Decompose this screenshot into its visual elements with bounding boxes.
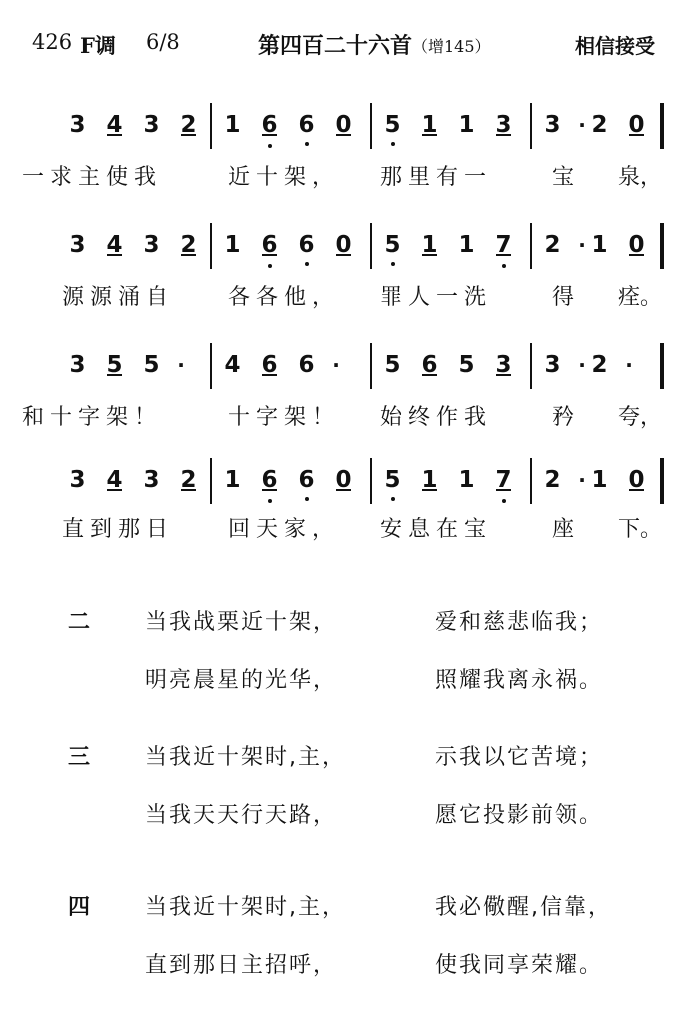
note: 6 xyxy=(294,232,319,258)
lyric-phrase: 和十字架！ xyxy=(22,405,163,430)
lyric-phrase: 十字架！ xyxy=(228,405,341,430)
note: 0 xyxy=(624,112,649,138)
lyric-phrase: 泉， xyxy=(618,165,663,190)
bar-line xyxy=(210,223,212,269)
dot-separator: · xyxy=(578,113,586,137)
note: 5 xyxy=(143,352,160,378)
measure xyxy=(540,225,649,265)
dot-separator: · xyxy=(177,353,185,377)
verse-line: 当我天天行天路， xyxy=(145,803,338,828)
measure xyxy=(220,345,341,385)
verse-line: 使我同享荣耀。 xyxy=(435,953,604,978)
dot-separator: · xyxy=(625,353,633,377)
end-bar-line xyxy=(660,223,664,269)
lyric-phrase: 座 xyxy=(552,517,575,542)
note: 4 xyxy=(102,112,127,138)
note: 0 xyxy=(331,232,356,258)
note: 1 xyxy=(458,232,475,258)
measure xyxy=(380,460,516,500)
note: 5 xyxy=(380,112,405,138)
bar-line xyxy=(530,458,532,504)
note: 2 xyxy=(176,467,201,493)
verse-number: 二 xyxy=(68,610,93,635)
end-bar-line xyxy=(660,343,664,389)
lyric-phrase: 得 xyxy=(552,285,575,310)
note: 5 xyxy=(458,352,475,378)
lyric-phrase: 夸， xyxy=(618,405,663,430)
note: 3 xyxy=(143,112,160,138)
note: 2 xyxy=(176,112,201,138)
verse-line: 当我近十架时,主， xyxy=(145,745,346,770)
note: 6 xyxy=(298,352,315,378)
bar-line xyxy=(370,103,372,149)
lyric-phrase: 矜 xyxy=(552,405,575,430)
lyric-phrase: 一求主使我 xyxy=(22,165,163,190)
note: 6 xyxy=(294,112,319,138)
lyric-phrase: 安息在宝 xyxy=(380,517,493,542)
verse-line: 爱和慈悲临我； xyxy=(435,610,604,635)
measure xyxy=(65,345,186,385)
verse-number: 四 xyxy=(68,895,93,920)
lyric-phrase: 近十架， xyxy=(228,165,341,190)
note: 3 xyxy=(544,112,561,138)
note: 7 xyxy=(491,232,516,258)
measure xyxy=(65,105,201,145)
measure xyxy=(540,105,649,145)
hymn-category: 相信接受 xyxy=(575,34,655,58)
note: 2 xyxy=(591,352,608,378)
note: 1 xyxy=(458,467,475,493)
note: 1 xyxy=(224,467,241,493)
note: 5 xyxy=(102,352,127,378)
measure xyxy=(220,105,356,145)
measure xyxy=(380,345,516,385)
note: 3 xyxy=(69,112,86,138)
verse-line: 照耀我离永祸。 xyxy=(435,668,604,693)
note: 6 xyxy=(257,352,282,378)
note: 4 xyxy=(102,232,127,258)
verse-line: 明亮晨星的光华， xyxy=(145,668,338,693)
bar-line xyxy=(370,223,372,269)
bar-line xyxy=(210,458,212,504)
verse-line: 我必儆醒,信靠， xyxy=(435,895,612,920)
note: 3 xyxy=(491,352,516,378)
note: 3 xyxy=(143,232,160,258)
measure xyxy=(65,225,201,265)
measure xyxy=(220,460,356,500)
measure xyxy=(380,105,516,145)
note: 1 xyxy=(417,467,442,493)
note: 6 xyxy=(417,352,442,378)
measure xyxy=(540,460,649,500)
lyric-phrase: 各各他， xyxy=(228,285,341,310)
note: 3 xyxy=(69,232,86,258)
note: 6 xyxy=(257,232,282,258)
end-bar-line xyxy=(660,103,664,149)
measure xyxy=(220,225,356,265)
time-signature: 6/8 xyxy=(146,30,180,54)
note: 3 xyxy=(143,467,160,493)
key-signature: F调 xyxy=(80,33,116,58)
note: 2 xyxy=(591,112,608,138)
bar-line xyxy=(370,343,372,389)
lyric-phrase: 痊。 xyxy=(618,285,663,310)
note: 1 xyxy=(458,112,475,138)
bar-line xyxy=(530,343,532,389)
measure xyxy=(540,345,634,385)
hymn-title: 第四百二十六首 xyxy=(258,34,413,59)
dot-separator: · xyxy=(578,233,586,257)
lyric-phrase: 罪人一洗 xyxy=(380,285,493,310)
note: 6 xyxy=(257,467,282,493)
note: 1 xyxy=(591,467,608,493)
note: 4 xyxy=(224,352,241,378)
note: 5 xyxy=(380,467,405,493)
note: 7 xyxy=(491,467,516,493)
note: 4 xyxy=(102,467,127,493)
bar-line xyxy=(210,103,212,149)
verse-line: 示我以它苦境； xyxy=(435,745,604,770)
lyric-phrase: 下。 xyxy=(618,517,663,542)
lyric-phrase: 直到那日 xyxy=(62,517,175,542)
dot-separator: · xyxy=(332,353,340,377)
dot-separator: · xyxy=(578,468,586,492)
note: 2 xyxy=(544,232,561,258)
bar-line xyxy=(530,103,532,149)
measure xyxy=(380,225,516,265)
lyric-phrase: 宝 xyxy=(552,165,575,190)
note: 3 xyxy=(69,352,86,378)
lyric-phrase: 那里有一 xyxy=(380,165,493,190)
bar-line xyxy=(530,223,532,269)
supplement-number: （增145） xyxy=(412,37,491,56)
note: 3 xyxy=(491,112,516,138)
note: 1 xyxy=(417,112,442,138)
note: 1 xyxy=(417,232,442,258)
lyric-phrase: 源源涌自 xyxy=(62,285,175,310)
note: 6 xyxy=(257,112,282,138)
verse-line: 当我近十架时,主， xyxy=(145,895,346,920)
note: 0 xyxy=(331,112,356,138)
note: 5 xyxy=(384,352,401,378)
note: 2 xyxy=(176,232,201,258)
note: 3 xyxy=(544,352,561,378)
lyric-phrase: 始终作我 xyxy=(380,405,493,430)
verse-line: 当我战栗近十架， xyxy=(145,610,338,635)
verse-line: 直到那日主招呼， xyxy=(145,953,338,978)
note: 1 xyxy=(224,112,241,138)
dot-separator: · xyxy=(578,353,586,377)
note: 6 xyxy=(294,467,319,493)
note: 1 xyxy=(224,232,241,258)
note: 0 xyxy=(331,467,356,493)
verse-number: 三 xyxy=(68,745,93,770)
end-bar-line xyxy=(660,458,664,504)
note: 0 xyxy=(624,232,649,258)
note: 0 xyxy=(624,467,649,493)
note: 3 xyxy=(69,467,86,493)
hymn-number: 426 xyxy=(32,30,73,54)
bar-line xyxy=(210,343,212,389)
bar-line xyxy=(370,458,372,504)
lyric-phrase: 回天家， xyxy=(228,517,341,542)
verse-line: 愿它投影前领。 xyxy=(435,803,604,828)
measure xyxy=(65,460,201,500)
note: 5 xyxy=(380,232,405,258)
note: 2 xyxy=(544,467,561,493)
note: 1 xyxy=(591,232,608,258)
